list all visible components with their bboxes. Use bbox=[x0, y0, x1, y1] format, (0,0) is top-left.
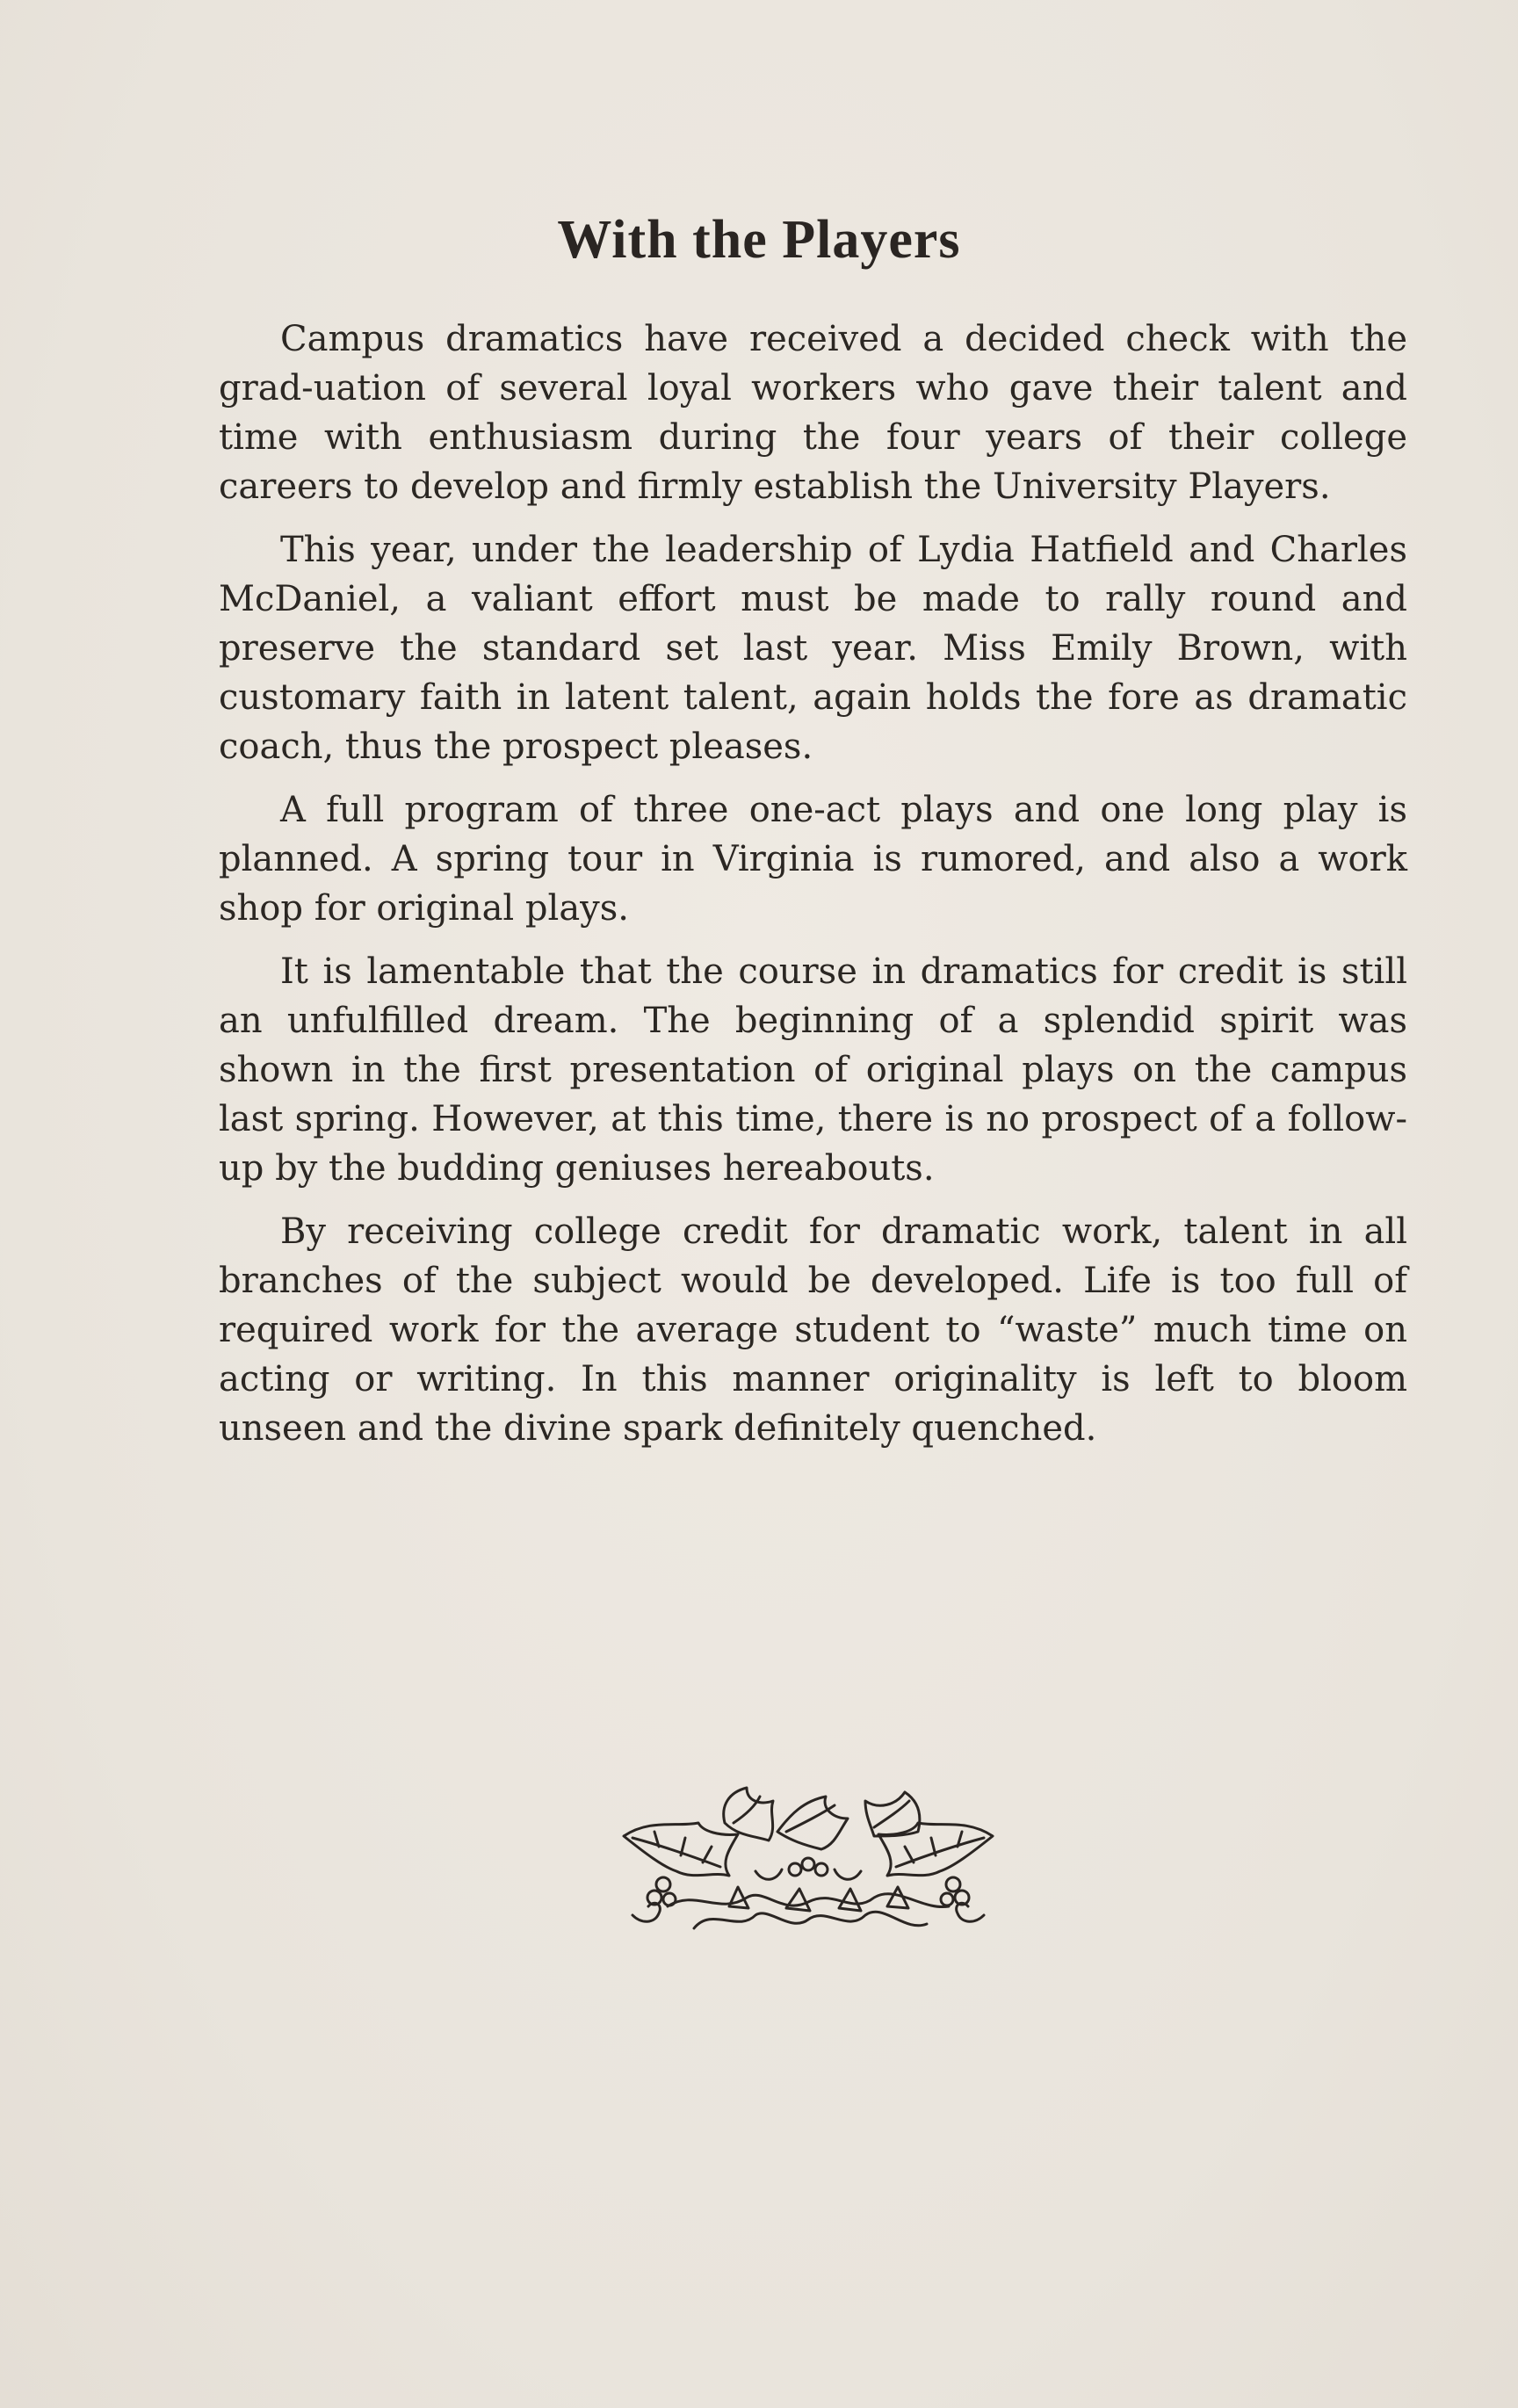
paragraph: This year, under the leadership of Lydia Hatfield and Charles McDaniel, a valiant effort must be made to rally round and preserve the standard set last year. Miss Emily Brown, with customary faith in latent talent, again holds the fore as dramatic coach, thus the prospect pleases. bbox=[219, 530, 1407, 767]
article-body bbox=[219, 315, 1407, 1467]
paragraph: By receiving college credit for dramatic work, talent in all branches of the subject would be developed. Life is too full of required work for the average student to “waste” much time on acting or writing. In this manner originality is left to bloom unseen and the divine spark definitely quenched. bbox=[219, 1211, 1407, 1449]
paragraph: Campus dramatics have received a decided check with the grad-uation of several loyal workers who gave their talent and time with enthusiasm during the four years of their college careers to develop and firmly establish the University Players. bbox=[219, 319, 1407, 507]
paragraph: It is lamentable that the course in dramatics for credit is still an unfulfilled dream. The beginning of a splendid spirit was shown in the first presentation of original plays on the campus last spring. However, at this time, there is no prospect of a follow-up by the budding geniuses hereabouts. bbox=[219, 951, 1407, 1189]
page-title: With the Players bbox=[557, 210, 961, 270]
floral-vine-ornament-icon bbox=[615, 1783, 1001, 1942]
paragraph: A full program of three one-act plays and one long play is planned. A spring tour in Virginia is rumored, and also a work shop for original plays. bbox=[219, 790, 1407, 929]
